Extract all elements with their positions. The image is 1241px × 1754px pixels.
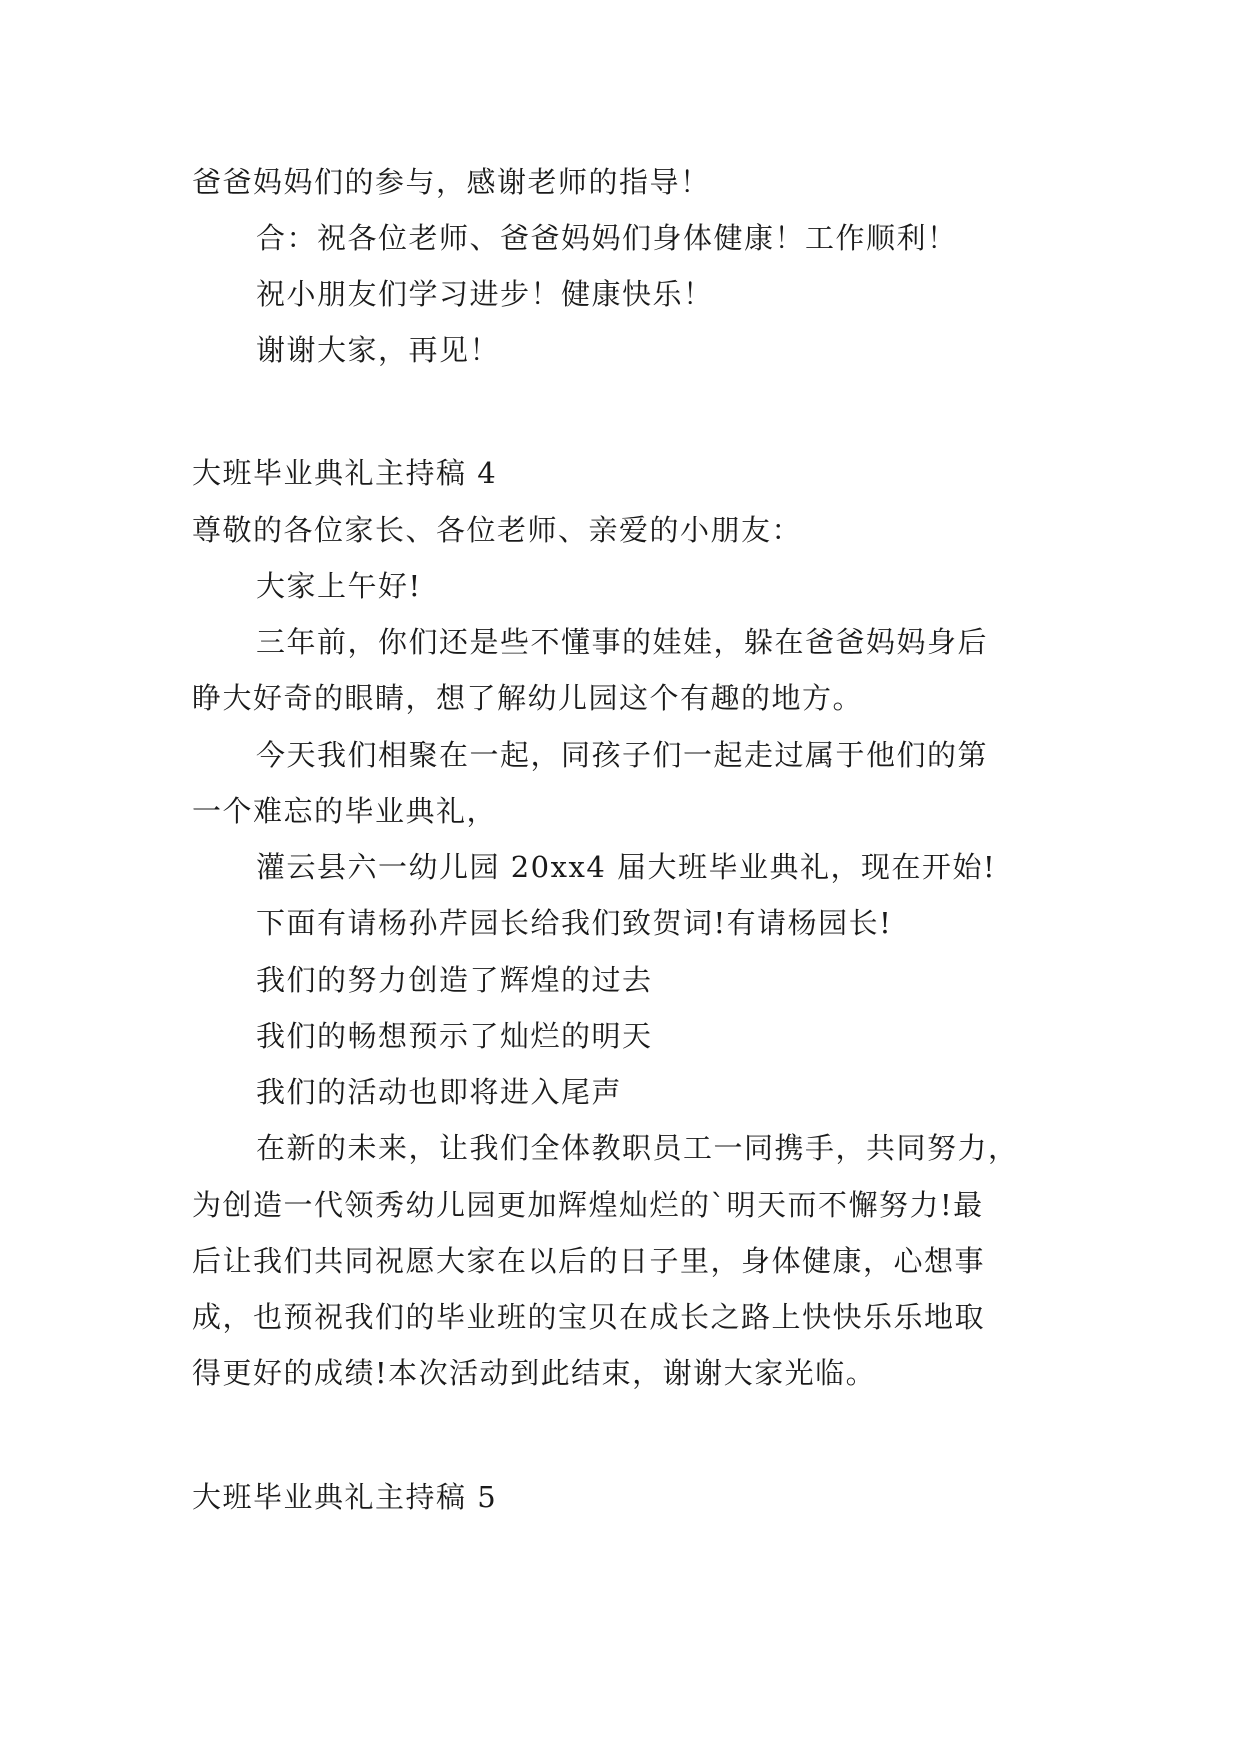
paragraph-line: 下面有请杨孙芹园长给我们致贺词!有请杨园长!	[256, 906, 893, 940]
greeting-line: 尊敬的各位家长、各位老师、亲爱的小朋友：	[192, 513, 803, 547]
paragraph-line: 我们的努力创造了辉煌的过去	[256, 963, 653, 997]
paragraph-line: 灌云县六一幼儿园 20xx4 届大班毕业典礼，现在开始!	[256, 850, 997, 884]
paragraph-line: 成，也预祝我们的毕业班的宝贝在成长之路上快快乐乐地取	[192, 1300, 986, 1334]
paragraph-line: 合：祝各位老师、爸爸妈妈们身体健康！工作顺利！	[256, 221, 958, 255]
paragraph-line: 爸爸妈妈们的参与，感谢老师的指导！	[192, 165, 711, 199]
paragraph-line: 我们的活动也即将进入尾声	[256, 1075, 623, 1109]
paragraph-line: 大家上午好!	[256, 569, 422, 603]
paragraph-line: 睁大好奇的眼睛，想了解幼儿园这个有趣的地方。	[192, 681, 864, 715]
paragraph-line: 祝小朋友们学习进步！健康快乐！	[256, 277, 714, 311]
section-heading: 大班毕业典礼主持稿 4	[192, 456, 498, 490]
paragraph-line: 三年前，你们还是些不懂事的娃娃，躲在爸爸妈妈身后	[256, 625, 989, 659]
paragraph-line: 今天我们相聚在一起，同孩子们一起走过属于他们的第	[256, 738, 989, 772]
paragraph-line: 一个难忘的毕业典礼，	[192, 794, 498, 828]
paragraph-line: 在新的未来，让我们全体教职员工一同携手，共同努力，	[256, 1131, 1019, 1165]
paragraph-line: 为创造一代领秀幼儿园更加辉煌灿烂的`明天而不懈努力!最	[192, 1188, 984, 1222]
paragraph-line: 我们的畅想预示了灿烂的明天	[256, 1019, 653, 1053]
paragraph-line: 后让我们共同祝愿大家在以后的日子里，身体健康，心想事	[192, 1244, 986, 1278]
section-heading: 大班毕业典礼主持稿 5	[192, 1480, 498, 1514]
paragraph-line: 谢谢大家，再见！	[256, 333, 501, 367]
paragraph-line: 得更好的成绩!本次活动到此结束，谢谢大家光临。	[192, 1356, 877, 1390]
